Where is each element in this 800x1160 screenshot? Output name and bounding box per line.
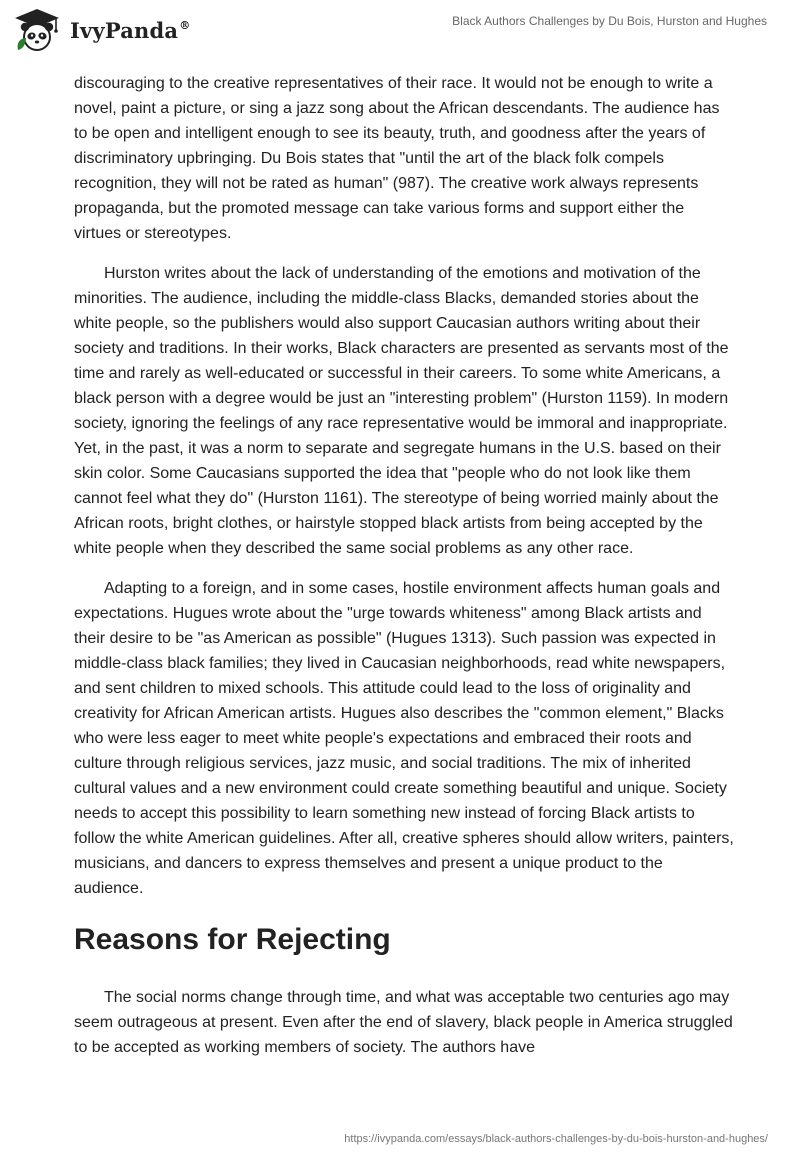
section-heading: Reasons for Rejecting bbox=[74, 923, 391, 956]
source-url[interactable]: https://ivypanda.com/essays/black-authors-challenges-by-du-bois-hurston-and-hughes/ bbox=[344, 1133, 768, 1145]
page-header bbox=[0, 0, 800, 60]
brand-name: IvyPanda® bbox=[70, 17, 191, 43]
registered-mark: ® bbox=[179, 18, 191, 32]
paragraph-continued: discouraging to the creative representatives of their race. It would not be enough to write a novel, paint a picture, or sing a jazz song about the African descendants. The audience has to be open and intelligent enough to see its beauty, truth, and goodness after the years of discriminatory upbringing. Du Bois states that "until the art of the black folk compels recognition, they will not be rated as human" (987). The creative work always represents propaganda, but the promoted message can take various forms and support either the virtues or stereotypes. bbox=[74, 75, 720, 242]
ivypanda-logo[interactable] bbox=[12, 8, 190, 52]
paragraph-hurston: Hurston writes about the lack of understanding of the emotions and motivation of the minorities. The audience, including the middle-class Blacks, demanded stories about the white people, so the publishers would also support Caucasian authors writing about their society and traditions. In their works, Black characters are presented as servants most of the time and rarely as well-educated or successful in their careers. To some white Americans, a black person with a degree would be just an "interesting problem" (Hurston 1159). In modern society, ignoring the feelings of any race representative would be immoral and inappropriate. Yet, in the past, it was a norm to separate and segregate humans in the U.S. based on their skin color. Some Caucasians supported the idea that "people who do not look like them cannot feel what they do" (Hurston 1161). The stereotype of being worried mainly about the African roots, bright clothes, or hairstyle stopped black artists from being accepted by the white people when they described the same social problems as any other race. bbox=[74, 265, 729, 557]
document-title: Black Authors Challenges by Du Bois, Hurston and Hughes bbox=[452, 14, 767, 28]
paragraph-hugues: Adapting to a foreign, and in some cases, hostile environment affects human goals and expectations. Hugues wrote about the "urge towards whiteness" among Black artists and their desire to be "as American as possible" (Hugues 1313). Such passion was expected in middle-class black families; they lived in Caucasian neighborhoods, read white newspapers, and sent children to mixed schools. This attitude could lead to the loss of originality and creativity for African American artists. Hugues also describes the "common element," Blacks who were less eager to meet white people's expectations and embraced their roots and culture through religious services, jazz music, and social traditions. The mix of inherited cultural values and a new environment could create something beautiful and unique. Society needs to accept this possibility to learn something new instead of forcing Black artists to follow the white American guidelines. After all, creative spheres should allow writers, painters, musicians, and dancers to express themselves and present a unique product to the audience. bbox=[74, 580, 734, 897]
panda-graduate-icon bbox=[12, 8, 62, 52]
paragraph-reasons: The social norms change through time, and what was acceptable two centuries ago may seem outrageous at present. Even after the end of slavery, black people in America struggled to be accepted as working members of society. The authors have bbox=[74, 989, 733, 1056]
article-body bbox=[74, 71, 734, 1060]
